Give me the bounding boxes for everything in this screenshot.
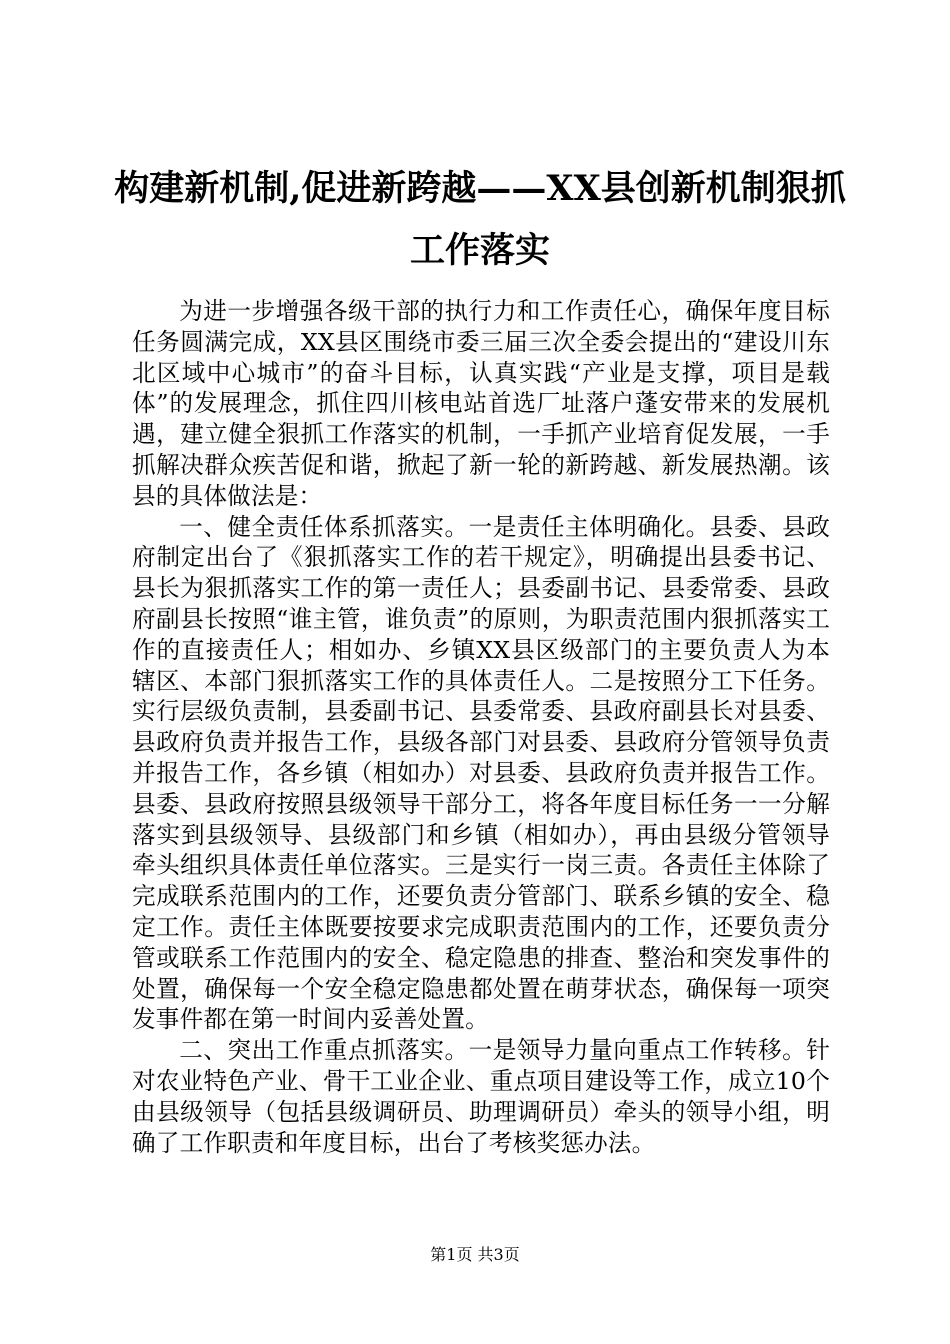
document-body	[132, 296, 830, 1158]
document-title: 构建新机制,促进新跨越——XX县创新机制狠抓工作落实	[114, 168, 846, 271]
page-number-footer: 第1页 共3页	[430, 1245, 520, 1264]
paragraph-section-2: 二、突出工作重点抓落实。一是领导力量向重点工作转移。针对农业特色产业、骨干工业企业、重点项目建设等工作，成立10个由县级领导（包括县级调研员、助理调研员）牵头的领导小组，明确了工作职责和年度目标，出台了考核奖惩办法。	[132, 1036, 830, 1157]
paragraph-intro: 为进一步增强各级干部的执行力和工作责任心，确保年度目标任务圆满完成，XX县区围绕市委三届三次全委会提出的“建设川东北区域中心城市”的奋斗目标，认真实践“产业是支撑，项目是载体”的发展理念，抓住四川核电站首选厂址落户蓬安带来的发展机遇，建立健全狠抓工作落实的机制，一手抓产业培育促发展，一手抓解决群众疾苦促和谐，掀起了新一轮的新跨越、新发展热潮。该县的具体做法是：	[132, 297, 830, 510]
paragraph-section-1: 一、健全责任体系抓落实。一是责任主体明确化。县委、县政府制定出台了《狠抓落实工作的若干规定》，明确提出县委书记、县长为狠抓落实工作的第一责任人；县委副书记、县委常委、县政府副县长按照“谁主管，谁负责”的原则，为职责范围内狠抓落实工作的直接责任人；相如办、乡镇XX县区级部门的主要负责人为本辖区、本部门狠抓落实工作的具体责任人。二是按照分工下任务。实行层级负责制，县委副书记、县委常委、县政府副县长对县委、县政府负责并报告工作，县级各部门对县委、县政府分管领导负责并报告工作，各乡镇（相如办）对县委、县政府负责并报告工作。县委、县政府按照县级领导干部分工，将各年度目标任务一一分解落实到县级领导、县级部门和乡镇（相如办），再由县级分管领导牵头组织具体责任单位落实。三是实行一岗三责。各责任主体除了完成联系范围内的工作，还要负责分管部门、联系乡镇的安全、稳定工作。责任主体既要按要求完成职责范围内的工作，还要负责分管或联系工作范围内的安全、稳定隐患的排查、整治和突发事件的处置，确保每一个安全稳定隐患都处置在萌芽状态，确保每一项突发事件都在第一时间内妥善处置。	[132, 512, 830, 1034]
